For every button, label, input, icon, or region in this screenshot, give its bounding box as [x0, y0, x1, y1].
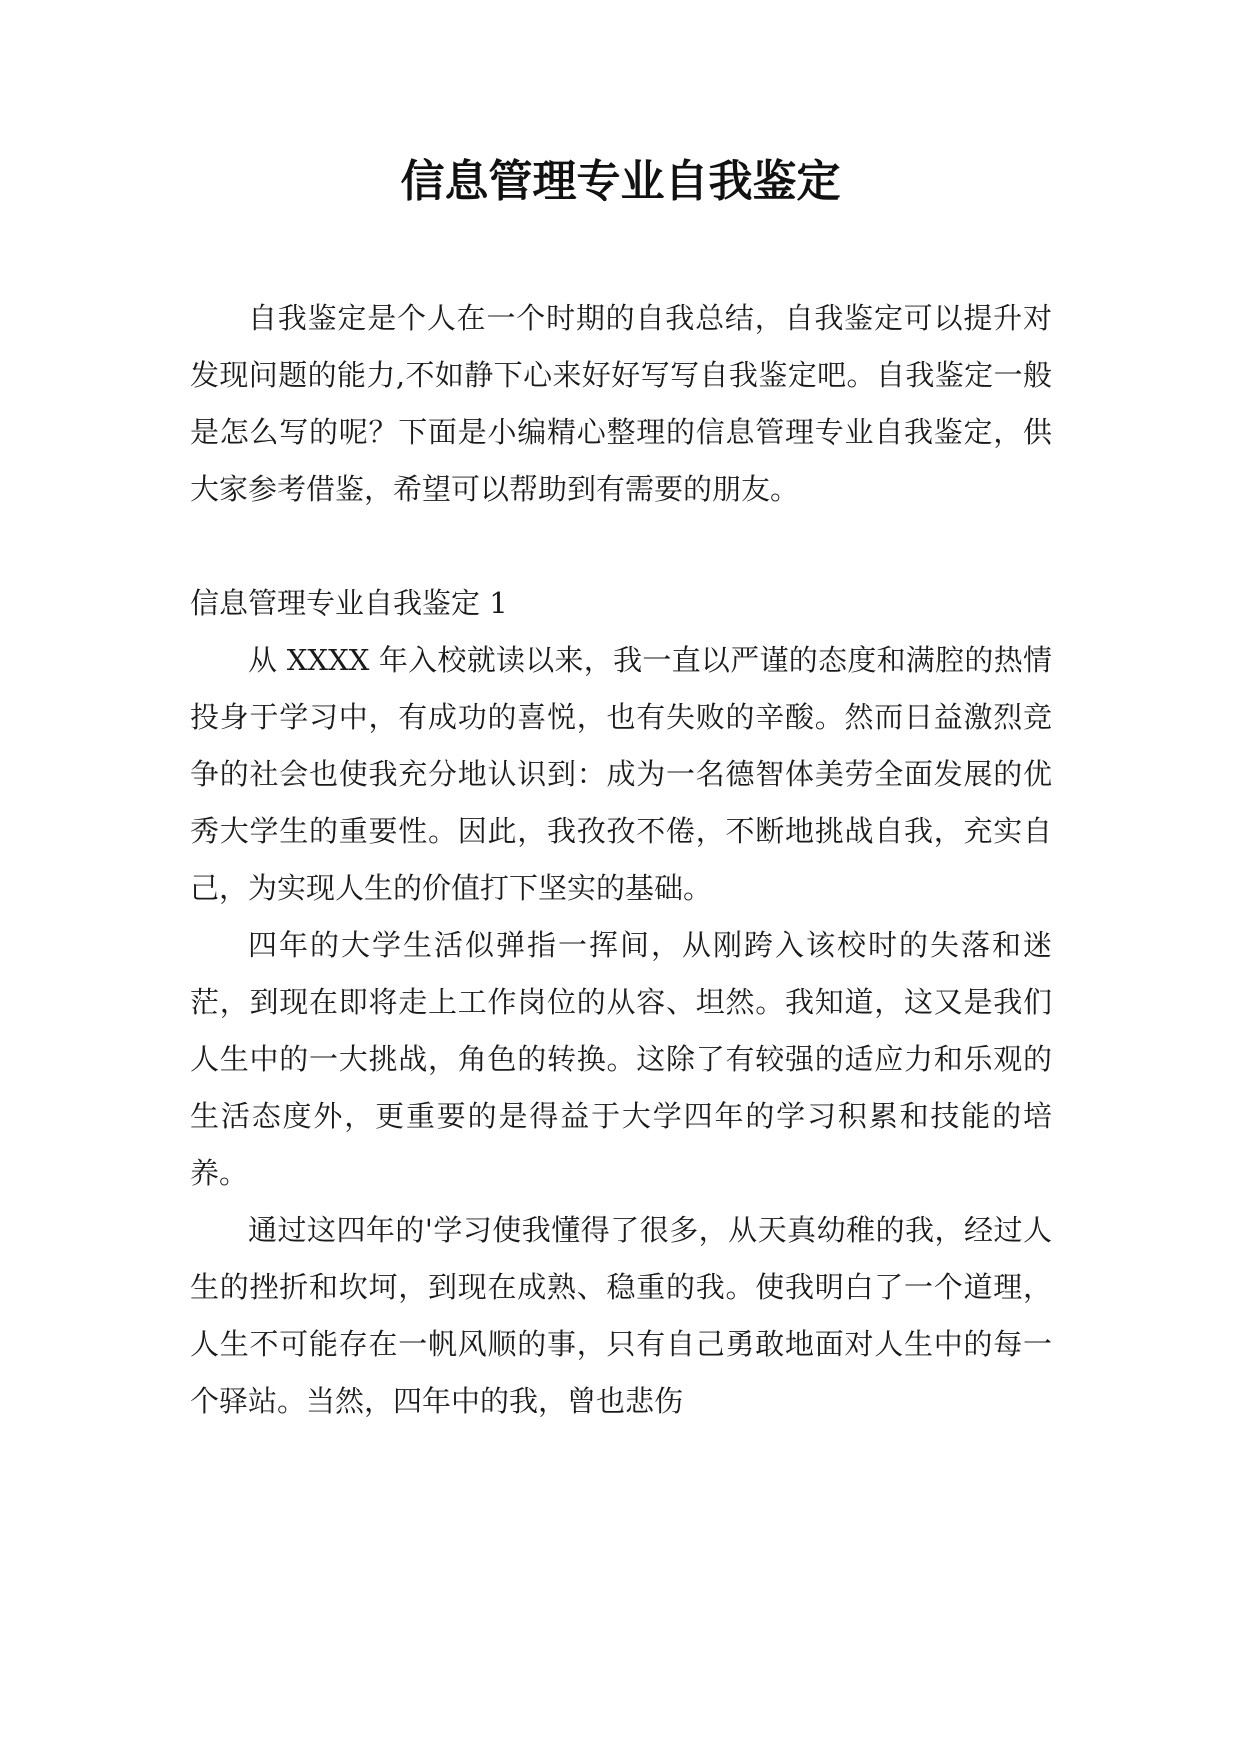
body-paragraph-1: 从 XXXX 年入校就读以来，我一直以严谨的态度和满腔的热情投身于学习中，有成功的喜悦，也有失败的辛酸。然而日益激烈竞争的社会也使我充分地认识到：成为一名德智体美劳全面发展的优秀大学生的重要性。因此，我孜孜不倦，不断地挑战自我，充实自己，为实现人生的价值打下坚实的基础。 [190, 643, 1052, 905]
intro-paragraph: 自我鉴定是个人在一个时期的自我总结，自我鉴定可以提升对发现问题的能力,不如静下心来好好写写自我鉴定吧。自我鉴定一般是怎么写的呢？下面是小编精心整理的信息管理专业自我鉴定，供大家参考借鉴，希望可以帮助到有需要的朋友。 [190, 301, 1052, 506]
paragraph-spacer [190, 518, 1052, 575]
document-body [190, 290, 1052, 1430]
body-paragraph-3: 通过这四年的'学习使我懂得了很多，从天真幼稚的我，经过人生的挫折和坎坷，到现在成熟、稳重的我。使我明白了一个道理，人生不可能存在一帆风顺的事，只有自己勇敢地面对人生中的每一个驿站。当然，四年中的我，曾也悲伤 [190, 1213, 1052, 1418]
body-paragraph-2: 四年的大学生活似弹指一挥间，从刚跨入该校时的失落和迷茫，到现在即将走上工作岗位的从容、坦然。我知道，这又是我们人生中的一大挑战，角色的转换。这除了有较强的适应力和乐观的生活态度外，更重要的是得益于大学四年的学习积累和技能的培养。 [190, 928, 1052, 1190]
document-title: 信息管理专业自我鉴定 [400, 156, 841, 207]
section-heading: 信息管理专业自我鉴定 1 [190, 586, 508, 620]
